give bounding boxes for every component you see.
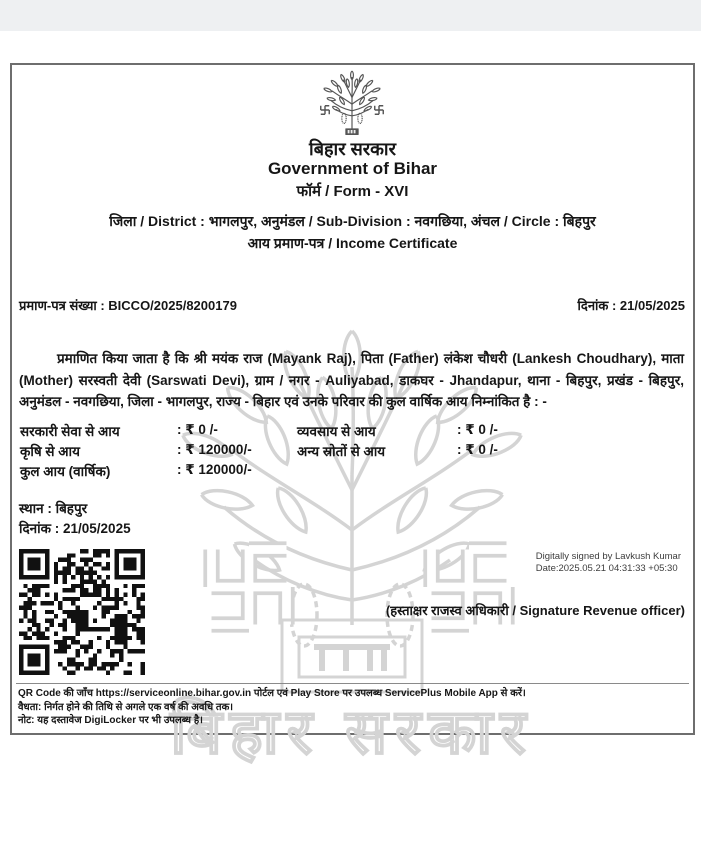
- certificate-title: आय प्रमाण-पत्र / Income Certificate: [247, 235, 458, 251]
- income-row-label: कृषि से आय: [20, 444, 80, 459]
- signature-caption: (हस्ताक्षर राजस्व अधिकारी / Signature Revenue officer): [385, 603, 685, 618]
- digital-signature-block: [536, 551, 681, 575]
- income-row-value: : ₹ 0 /-: [457, 442, 498, 457]
- date-line: दिनांक : 21/05/2025: [19, 521, 131, 536]
- footer-digilocker-note: नोट: यह दस्तावेज DigiLocker पर भी उपलब्ध है।: [18, 715, 203, 726]
- viewer-top-band: [0, 0, 701, 31]
- income-row-label: व्यवसाय से आय: [297, 424, 376, 439]
- issue-date: दिनांक : 21/05/2025: [577, 298, 685, 313]
- form-number-line: फॉर्म / Form - XVI: [296, 183, 409, 200]
- income-certificate-document: [10, 63, 695, 767]
- income-row-label: सरकारी सेवा से आय: [20, 424, 120, 439]
- income-row-value: : ₹ 0 /-: [177, 422, 218, 437]
- income-row-label: अन्य स्रोतों से आय: [297, 444, 386, 459]
- income-row-value: : ₹ 0 /-: [457, 422, 498, 437]
- income-row-label: कुल आय (वार्षिक): [20, 464, 111, 479]
- district-subdivision-circle-line: जिला / District : भागलपुर, अनुमंडल / Sub-Division : नवगछिया, अंचल / Circle : बिहपुर: [109, 213, 596, 229]
- income-table: [20, 422, 683, 482]
- certificate-body-paragraph: प्रमाणित किया जाता है कि श्री मयंक राज (Mayank Raj), पिता (Father) लंकेश चौधरी (Lankesh Choudhary), माता (Mother) सरस्वती देवी (Sarswati Devi), ग्राम / नगर - Auliyabad, डाकघर - Jhandapur, थाना - बिहपुर, प्रखंड - बिहपुर, अनुमंडल - नवगछिया, जिला - भागलपुर, राज्य - बिहार एवं उनके परिवार की कुल वार्षिक आय निम्नांकित है : -: [19, 351, 684, 409]
- footer-qr-verification-note: QR Code की जाँच https://serviceonline.bihar.gov.in पोर्टल एवं Play Store पर उपलब्ध ServicePlus Mobile App से करें।: [18, 688, 526, 699]
- bihar-emblem-icon: [315, 70, 389, 140]
- government-title-english: Government of Bihar: [267, 159, 438, 178]
- government-title-hindi: बिहार सरकार: [309, 139, 396, 159]
- qr-code-icon: [19, 549, 145, 675]
- income-row-value: : ₹ 120000/-: [177, 442, 252, 457]
- income-row-value: : ₹ 120000/-: [177, 462, 252, 477]
- footer-validity-note: वैधता: निर्गत होने की तिथि से अगले एक वर्ष की अवधि तक।: [18, 701, 234, 713]
- footer-notes: [16, 683, 689, 728]
- certificate-number: प्रमाण-पत्र संख्या : BICCO/2025/8200179: [19, 298, 237, 313]
- place-line: स्थान : बिहपुर: [19, 501, 88, 516]
- watermark-text: बिहार सरकार: [170, 698, 534, 767]
- digital-signature-signer: Digitally signed by Lavkush Kumar: [535, 551, 681, 562]
- digital-signature-date: Date:2025.05.21 04:31:33 +05:30: [535, 563, 678, 574]
